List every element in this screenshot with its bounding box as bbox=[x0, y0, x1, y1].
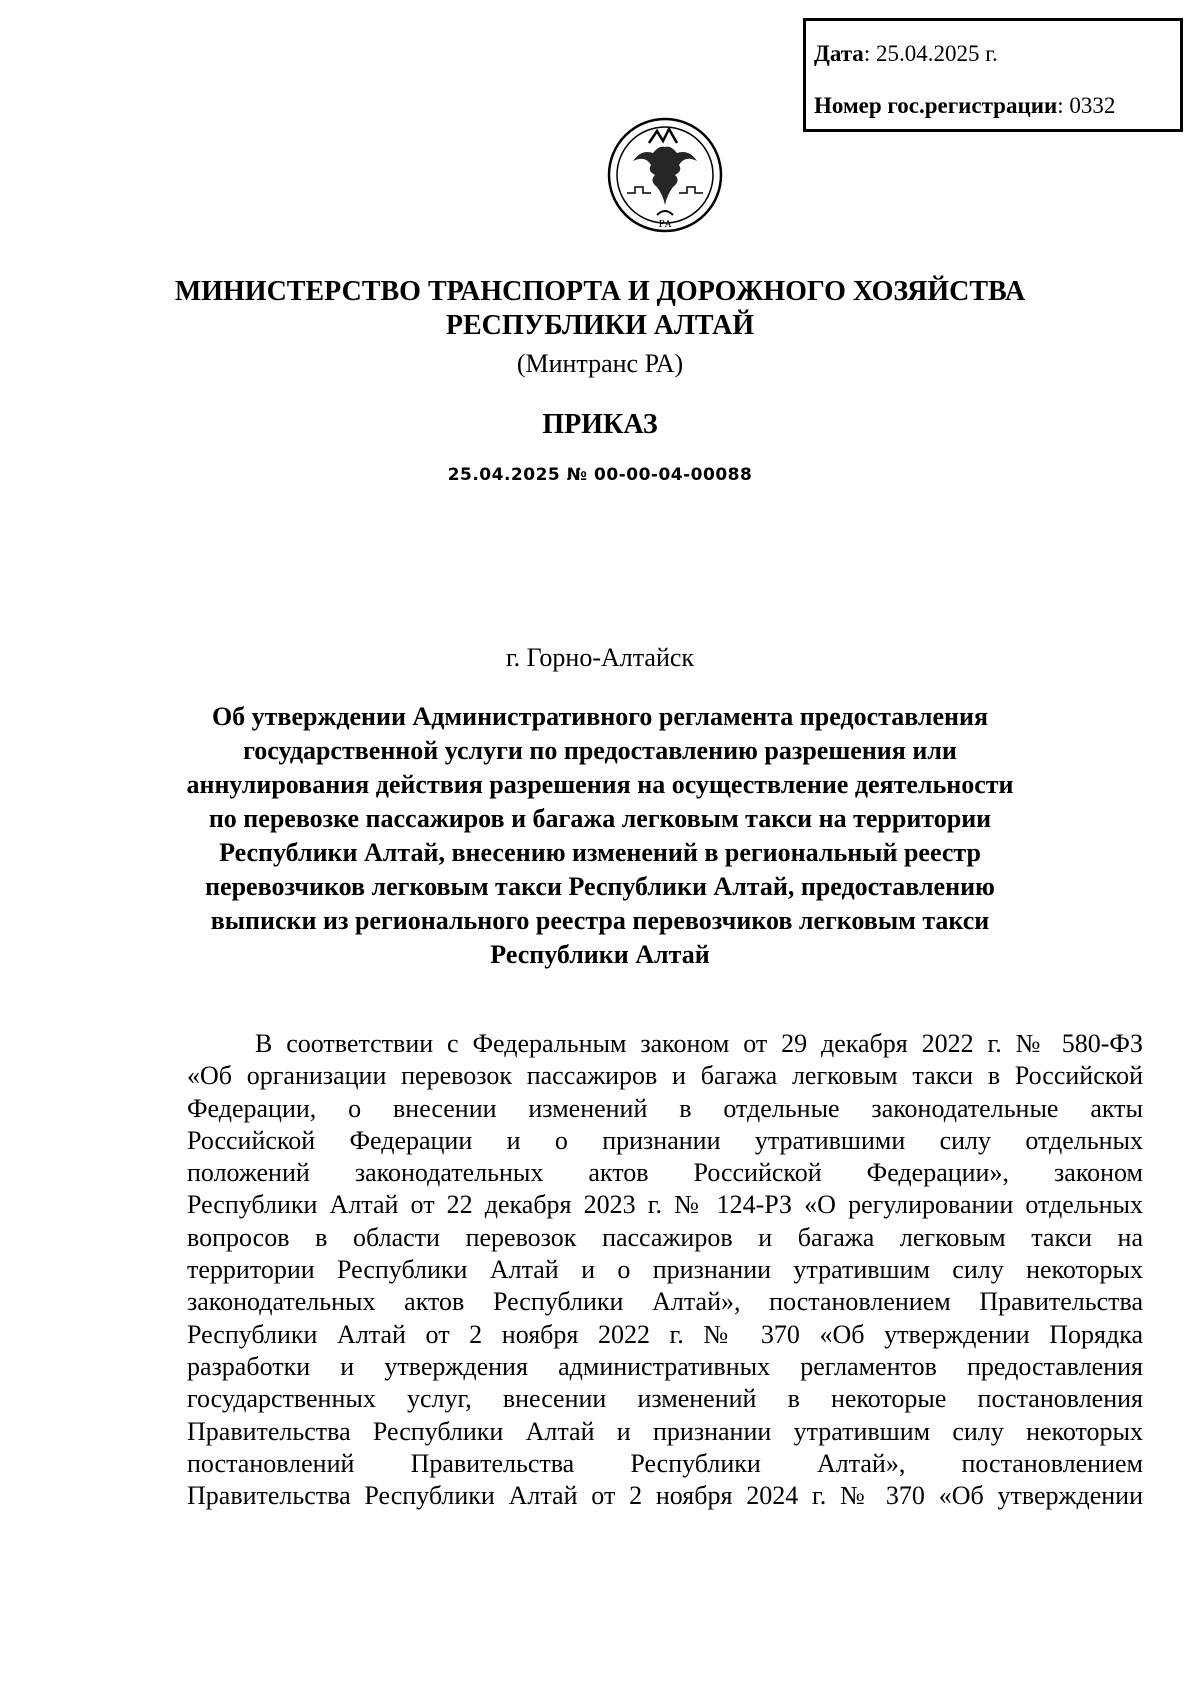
order-title: ПРИКАЗ bbox=[542, 409, 658, 440]
body-line: «Об организации перевозок пассажиров и багажа легковым такси в Российской bbox=[187, 1061, 1143, 1091]
registration-date: Дата: 25.04.2025 г. bbox=[814, 41, 998, 66]
emblem-letters: РА bbox=[658, 220, 672, 230]
body-line: законодательных актов Республики Алтай», постановлением Правительства bbox=[187, 1287, 1143, 1317]
subject-line: аннулирования действия разрешения на осуществление деятельности bbox=[186, 770, 1014, 799]
ministry-name bbox=[0, 275, 1200, 343]
body-line: В соответствии с Федеральным законом от 29 декабря 2022 г. № 580-ФЗ bbox=[255, 1029, 1143, 1058]
subject-line: Республики Алтай bbox=[490, 940, 710, 969]
subject-line: по перевозке пассажиров и багажа легковым такси на территории bbox=[208, 804, 992, 833]
body-line: вопросов в области перевозок пассажиров и багажа легковым такси на bbox=[187, 1222, 1143, 1252]
body-line: Российской Федерации и о признании утратившими силу отдельных bbox=[187, 1125, 1143, 1155]
order-number: 25.04.2025 № 00-00-04-00088 bbox=[447, 465, 753, 485]
ministry-line-2: РЕСПУБЛИКИ АЛТАЙ bbox=[445, 310, 755, 341]
body-line: постановлений Правительства Республики Алтай», постановлением bbox=[187, 1448, 1143, 1478]
ministry-abbreviation: (Минтранс РА) bbox=[516, 349, 684, 378]
body-line: Республики Алтай от 2 ноября 2022 г. № 370 «Об утверждении Порядка bbox=[187, 1319, 1143, 1349]
subject-line: Республики Алтай, внесению изменений в региональный реестр bbox=[219, 838, 981, 867]
registration-number: Номер гос.регистрации: 0332 bbox=[814, 93, 1116, 118]
registration-stamp bbox=[803, 18, 1183, 132]
city: г. Горно-Алтайск bbox=[505, 643, 695, 672]
body-line: Республики Алтай от 22 декабря 2023 г. № 124-РЗ «О регулировании отдельных bbox=[187, 1190, 1143, 1220]
subject-line: Об утверждении Административного регламента предоставления bbox=[211, 702, 989, 731]
coat-of-arms-icon bbox=[605, 115, 725, 235]
body-line: Правительства Республики Алтай и признании утратившим силу некоторых bbox=[187, 1416, 1143, 1446]
order-subject bbox=[0, 700, 1200, 972]
body-line: положений законодательных актов Российской Федерации», законом bbox=[187, 1158, 1143, 1188]
body-line: территории Республики Алтай и о признании утратившим силу некоторых bbox=[187, 1255, 1143, 1285]
body-line: государственных услуг, внесении изменений в некоторые постановления bbox=[187, 1384, 1143, 1414]
body-line: Федерации, о внесении изменений в отдельные законодательные акты bbox=[187, 1093, 1143, 1123]
body-line: разработки и утверждения административных регламентов предоставления bbox=[187, 1351, 1143, 1381]
body-line: Правительства Республики Алтай от 2 ноября 2024 г. № 370 «Об утверждении bbox=[187, 1481, 1143, 1511]
subject-line: перевозчиков легковым такси Республики Алтай, предоставлению bbox=[205, 872, 995, 901]
body-paragraph bbox=[187, 1028, 1143, 1512]
subject-line: выписки из регионального реестра перевозчиков легковым такси bbox=[210, 906, 990, 935]
ministry-line-1: МИНИСТЕРСТВО ТРАНСПОРТА И ДОРОЖНОГО ХОЗЯЙСТВА bbox=[174, 276, 1026, 307]
subject-line: государственной услуги по предоставлению разрешения или bbox=[243, 736, 957, 765]
